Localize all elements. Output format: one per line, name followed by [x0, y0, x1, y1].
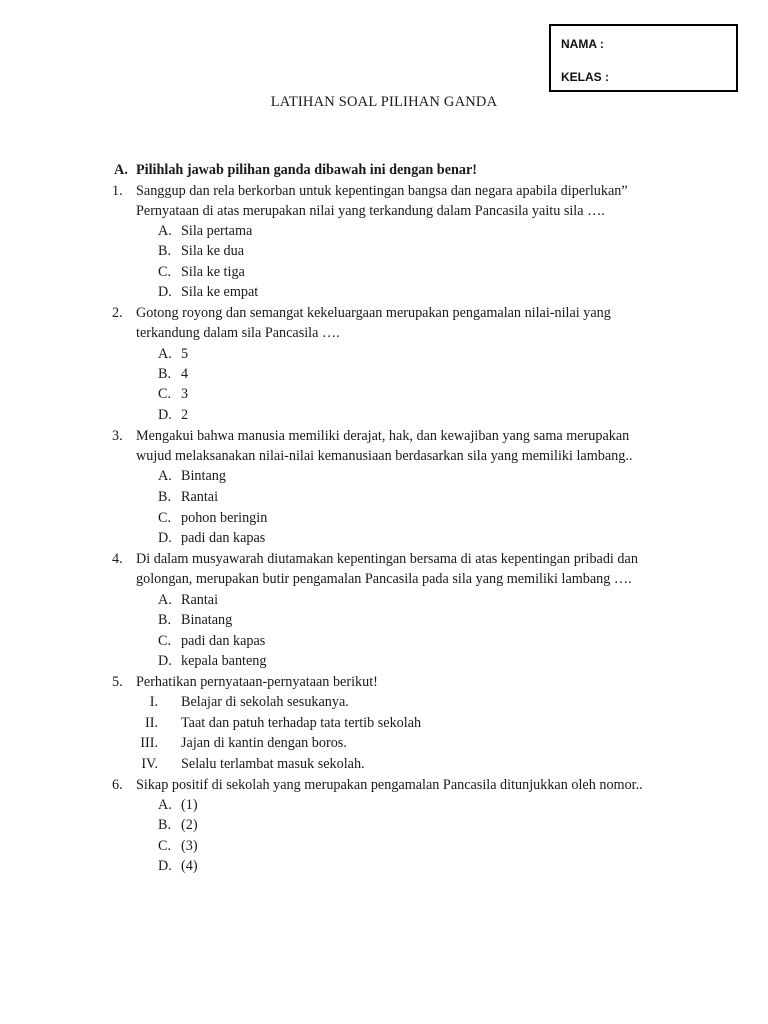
- name-label: NAMA :: [561, 37, 604, 51]
- statement-numeral: II.: [145, 715, 158, 731]
- class-label: KELAS :: [561, 70, 609, 84]
- question-text-line: Mengakui bahwa manusia memiliki derajat, hak, dan kewajiban yang sama merupakan: [136, 428, 630, 444]
- option-text: (2): [181, 817, 198, 833]
- option-text: Sila ke tiga: [181, 264, 245, 280]
- statement-numeral: I.: [149, 694, 158, 710]
- question-text-line: Sanggup dan rela berkorban untuk kepentingan bangsa dan negara apabila diperlukan”: [136, 183, 628, 199]
- option-letter: C.: [158, 386, 172, 402]
- question-text-line: Gotong royong dan semangat kekeluargaan merupakan pengamalan nilai-nilai yang: [136, 305, 611, 321]
- section-letter: A.: [114, 162, 128, 178]
- option-letter: D.: [158, 858, 172, 874]
- question-text-line: Di dalam musyawarah diutamakan kepentingan bersama di atas kepentingan pribadi dan: [136, 551, 638, 567]
- statement-numeral: IV.: [141, 756, 158, 772]
- option-text: Sila ke dua: [181, 243, 245, 259]
- question-number: 3.: [112, 428, 123, 444]
- question-number: 4.: [112, 551, 123, 567]
- option-text: Rantai: [181, 489, 219, 505]
- option-letter: C.: [158, 633, 172, 649]
- statement-text: Belajar di sekolah sesukanya.: [181, 694, 349, 710]
- question-text-line: terkandung dalam sila Pancasila ….: [136, 325, 340, 341]
- option-letter: D.: [158, 530, 172, 546]
- statement-text: Jajan di kantin dengan boros.: [181, 735, 347, 751]
- option-text: Sila ke empat: [181, 284, 259, 300]
- option-letter: C.: [158, 838, 172, 854]
- option-text: 5: [181, 346, 189, 362]
- option-letter: A.: [158, 592, 172, 608]
- option-text: Bintang: [181, 468, 226, 484]
- option-letter: B.: [158, 243, 172, 259]
- option-text: padi dan kapas: [181, 530, 266, 546]
- option-letter: A.: [158, 346, 172, 362]
- option-text: pohon beringin: [181, 510, 268, 526]
- option-letter: D.: [158, 653, 172, 669]
- option-text: Sila pertama: [181, 223, 253, 239]
- question-number: 6.: [112, 777, 123, 793]
- option-text: 2: [181, 407, 189, 423]
- section-instruction: Pilihlah jawab pilihan ganda dibawah ini dengan benar!: [136, 162, 478, 178]
- option-letter: B.: [158, 817, 172, 833]
- option-letter: D.: [158, 407, 172, 423]
- option-text: kepala banteng: [181, 653, 267, 669]
- option-letter: D.: [158, 284, 172, 300]
- question-text-line: Pernyataan di atas merupakan nilai yang terkandung dalam Pancasila yaitu sila ….: [136, 203, 605, 219]
- option-text: Rantai: [181, 592, 219, 608]
- question-text-line: golongan, merupakan butir pengamalan Pancasila pada sila yang memiliki lambang ….: [136, 571, 632, 587]
- question-text-line: Sikap positif di sekolah yang merupakan pengamalan Pancasila ditunjukkan oleh nomor..: [136, 777, 643, 793]
- option-text: (3): [181, 838, 198, 854]
- option-text: (4): [181, 858, 198, 874]
- option-text: 4: [181, 366, 189, 382]
- option-letter: B.: [158, 489, 172, 505]
- option-text: Binatang: [181, 612, 233, 628]
- statement-text: Taat dan patuh terhadap tata tertib sekolah: [181, 715, 422, 731]
- option-text: padi dan kapas: [181, 633, 266, 649]
- question-number: 5.: [112, 674, 123, 690]
- option-text: 3: [181, 386, 189, 402]
- option-letter: B.: [158, 366, 172, 382]
- option-letter: A.: [158, 468, 172, 484]
- question-text-line: wujud melaksanakan nilai-nilai kemanusiaan berdasarkan sila yang memiliki lambang..: [136, 448, 633, 464]
- option-text: (1): [181, 797, 198, 813]
- document-title: LATIHAN SOAL PILIHAN GANDA: [270, 94, 498, 110]
- question-number: 2.: [112, 305, 123, 321]
- option-letter: A.: [158, 797, 172, 813]
- option-letter: B.: [158, 612, 172, 628]
- section-heading: [114, 160, 477, 180]
- statement-text: Selalu terlambat masuk sekolah.: [181, 756, 365, 772]
- statement-numeral: III.: [140, 735, 158, 751]
- question-text-line: Perhatikan pernyataan-pernyataan berikut!: [136, 674, 378, 690]
- option-letter: C.: [158, 510, 172, 526]
- option-letter: C.: [158, 264, 172, 280]
- option-letter: A.: [158, 223, 172, 239]
- question-number: 1.: [112, 183, 123, 199]
- student-identity-box: [549, 24, 738, 92]
